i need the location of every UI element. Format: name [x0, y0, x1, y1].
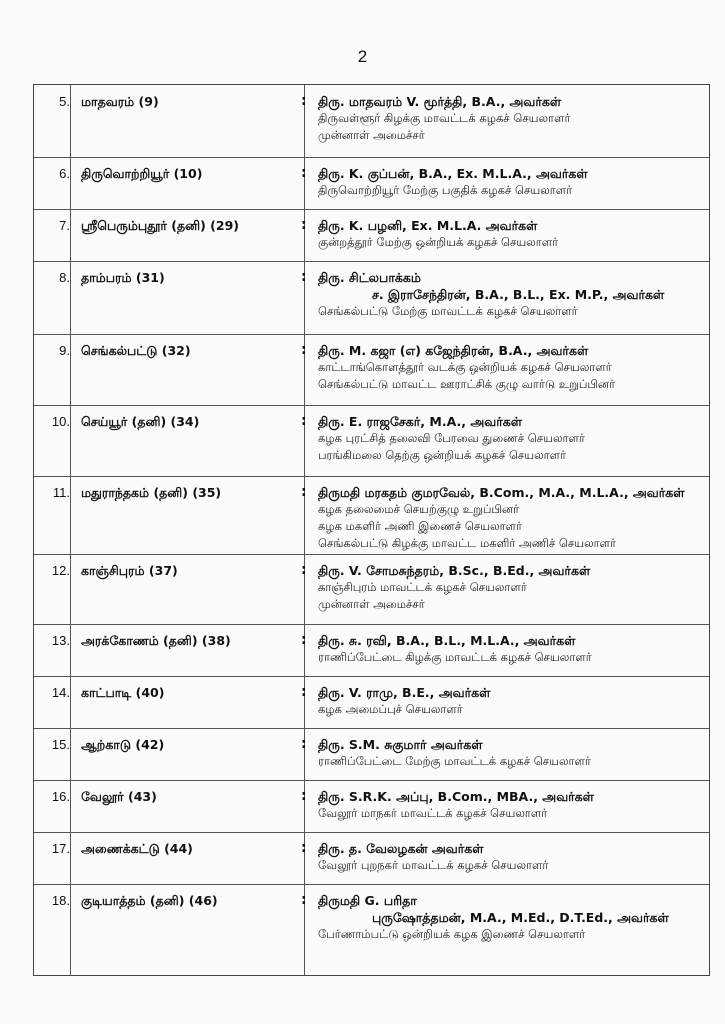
candidate-role: வேலூர் மாநகர் மாவட்டக் கழகச் செயலாளர்	[318, 806, 548, 820]
candidate-name: திரு. E. ராஜசேகர், M.A., அவர்கள்	[318, 414, 523, 429]
candidate-role: திருவள்ளூர் கிழக்கு மாவட்டக் கழகச் செயலாளர்	[318, 111, 571, 125]
candidate-role: வேலூர் புறநகர் மாவட்டக் கழகச் செயலாளர்	[318, 858, 549, 872]
constituency: செங்கல்பட்டு (32)	[81, 343, 191, 358]
candidate-table	[33, 84, 710, 976]
serial-number: 6.	[59, 166, 70, 181]
constituency: செய்யூர் (தனி) (34)	[81, 414, 200, 429]
candidate-name: திரு. சு. ரவி, B.A., B.L., M.L.A., அவர்கள்	[318, 633, 576, 648]
colon-separator: :	[301, 632, 307, 648]
constituency: மதுராந்தகம் (தனி) (35)	[81, 485, 222, 500]
candidate-name: திரு. K. பழனி, Ex. M.L.A. அவர்கள்	[318, 218, 538, 233]
candidate-details	[318, 484, 708, 552]
serial-number: 11.	[52, 485, 70, 500]
table-row	[34, 405, 709, 477]
candidate-role: செங்கல்பட்டு கிழக்கு மாவட்ட மகளிர் அணிச் செயலாளர்	[318, 536, 617, 550]
constituency: அரக்கோணம் (தனி) (38)	[81, 633, 231, 648]
colon-separator: :	[301, 788, 307, 804]
table-row	[34, 261, 709, 335]
candidate-role: கழக புரட்சித் தலைவி பேரவை துணைச் செயலாளர்	[318, 431, 585, 445]
colon-separator: :	[301, 892, 307, 908]
serial-number: 5.	[59, 94, 70, 109]
constituency: அணைக்கட்டு (44)	[81, 841, 193, 856]
candidate-role: கழக தலைமைச் செயற்குழு உறுப்பினர்	[318, 502, 520, 516]
candidate-name: திரு. V. சோமசுந்தரம், B.Sc., B.Ed., அவர்கள்	[318, 563, 591, 578]
candidate-role: முன்னாள் அமைச்சர்	[318, 597, 425, 611]
candidate-role: செங்கல்பட்டு மேற்கு மாவட்டக் கழகச் செயலாளர்	[318, 304, 578, 318]
candidate-details	[318, 269, 708, 320]
colon-separator: :	[301, 484, 307, 500]
candidate-details	[318, 736, 708, 770]
colon-separator: :	[301, 562, 307, 578]
candidate-role: திருவொற்றியூர் மேற்கு பகுதிக் கழகச் செயலாளர்	[318, 183, 573, 197]
constituency: குடியாத்தம் (தனி) (46)	[81, 893, 218, 908]
candidate-name: திரு. S.R.K. அப்பு, B.Com., MBA., அவர்கள்	[318, 789, 594, 804]
candidate-details	[318, 562, 708, 613]
colon-separator: :	[301, 93, 307, 109]
serial-number: 15.	[51, 737, 70, 752]
candidate-name: திருமதி மரகதம் குமரவேல், B.Com., M.A., M.L.A., அவர்கள்	[318, 485, 685, 500]
candidate-details	[318, 413, 708, 464]
colon-separator: :	[301, 165, 307, 181]
candidate-name: திருமதி G. பரிதா	[318, 893, 417, 908]
table-row	[34, 209, 709, 262]
table-row	[34, 554, 709, 625]
constituency: ஆற்காடு (42)	[81, 737, 165, 752]
candidate-name: திரு. S.M. சுகுமார் அவர்கள்	[318, 737, 483, 752]
candidate-name-continued: புருஷோத்தமன், M.A., M.Ed., D.T.Ed., அவர்கள்	[372, 910, 669, 925]
candidate-role: ராணிப்பேட்டை கிழக்கு மாவட்டக் கழகச் செயலாளர்	[318, 650, 592, 664]
serial-number: 12.	[51, 563, 70, 578]
table-row	[34, 728, 709, 781]
constituency: மாதவரம் (9)	[81, 94, 159, 109]
constituency: காஞ்சிபுரம் (37)	[81, 563, 178, 578]
candidate-details	[318, 892, 708, 943]
constituency: தாம்பரம் (31)	[81, 270, 165, 285]
candidate-name: திரு. த. வேலழகன் அவர்கள்	[318, 841, 484, 856]
candidate-details	[318, 217, 708, 251]
colon-separator: :	[301, 413, 307, 429]
table-row	[34, 476, 709, 555]
serial-number: 17.	[51, 841, 70, 856]
colon-separator: :	[301, 684, 307, 700]
colon-separator: :	[301, 217, 307, 233]
colon-separator: :	[301, 342, 307, 358]
serial-number: 18.	[51, 893, 70, 908]
colon-separator: :	[301, 269, 307, 285]
table-row	[34, 85, 709, 158]
serial-number: 9.	[59, 343, 70, 358]
candidate-role: செங்கல்பட்டு மாவட்ட ஊராட்சிக் குழு வார்டு உறுப்பினர்	[318, 377, 616, 391]
candidate-details	[318, 840, 708, 874]
candidate-details	[318, 93, 708, 144]
table-row	[34, 334, 709, 406]
candidate-role: ராணிப்பேட்டை மேற்கு மாவட்டக் கழகச் செயலாளர்	[318, 754, 591, 768]
candidate-name-continued: ச. இராசேந்திரன், B.A., B.L., Ex. M.P., அவர்கள்	[372, 287, 665, 302]
serial-number: 13.	[51, 633, 70, 648]
serial-number: 7.	[59, 218, 70, 233]
candidate-name: திரு. சிட்லபாக்கம்	[318, 270, 421, 285]
candidate-name: திரு. M. கஜா (எ) கஜேந்திரன், B.A., அவர்கள்	[318, 343, 589, 358]
constituency: திருவொற்றியூர் (10)	[81, 166, 203, 181]
colon-separator: :	[301, 736, 307, 752]
candidate-details	[318, 632, 708, 666]
candidate-role: முன்னாள் அமைச்சர்	[318, 128, 425, 142]
candidate-details	[318, 684, 708, 718]
candidate-name: திரு. V. ராமு, B.E., அவர்கள்	[318, 685, 491, 700]
colon-separator: :	[301, 840, 307, 856]
candidate-role: பேர்ணாம்பட்டு ஒன்றியக் கழக இணைச் செயலாளர்	[318, 927, 586, 941]
table-row	[34, 832, 709, 885]
candidate-details	[318, 342, 708, 393]
candidate-role: கழக அமைப்புச் செயலாளர்	[318, 702, 463, 716]
serial-number: 10.	[51, 414, 70, 429]
constituency: ஸ்ரீபெரும்புதூர் (தனி) (29)	[81, 218, 239, 233]
table-row	[34, 780, 709, 833]
candidate-role: காஞ்சிபுரம் மாவட்டக் கழகச் செயலாளர்	[318, 580, 527, 594]
table-row	[34, 884, 709, 959]
constituency: வேலூர் (43)	[81, 789, 157, 804]
candidate-role: காட்டாங்கொளத்தூர் வடக்கு ஒன்றியக் கழகச் செயலாளர்	[318, 360, 612, 374]
page-number: 2	[357, 47, 368, 66]
candidate-details	[318, 788, 708, 822]
serial-number: 14.	[51, 685, 70, 700]
serial-number: 8.	[59, 270, 70, 285]
table-row	[34, 157, 709, 210]
candidate-role: கழக மகளிர் அணி இணைச் செயலாளர்	[318, 519, 522, 533]
constituency: காட்பாடி (40)	[81, 685, 165, 700]
candidate-name: திரு. K. குப்பன், B.A., Ex. M.L.A., அவர்கள்	[318, 166, 588, 181]
candidate-role: குன்றத்தூர் மேற்கு ஒன்றியக் கழகச் செயலாளர்	[318, 235, 559, 249]
candidate-name: திரு. மாதவரம் V. மூர்த்தி, B.A., அவர்கள்	[318, 94, 562, 109]
table-row	[34, 624, 709, 677]
table-row	[34, 676, 709, 729]
candidate-details	[318, 165, 708, 199]
candidate-role: பரங்கிமலை தெற்கு ஒன்றியக் கழகச் செயலாளர்	[318, 448, 567, 462]
serial-number: 16.	[51, 789, 70, 804]
